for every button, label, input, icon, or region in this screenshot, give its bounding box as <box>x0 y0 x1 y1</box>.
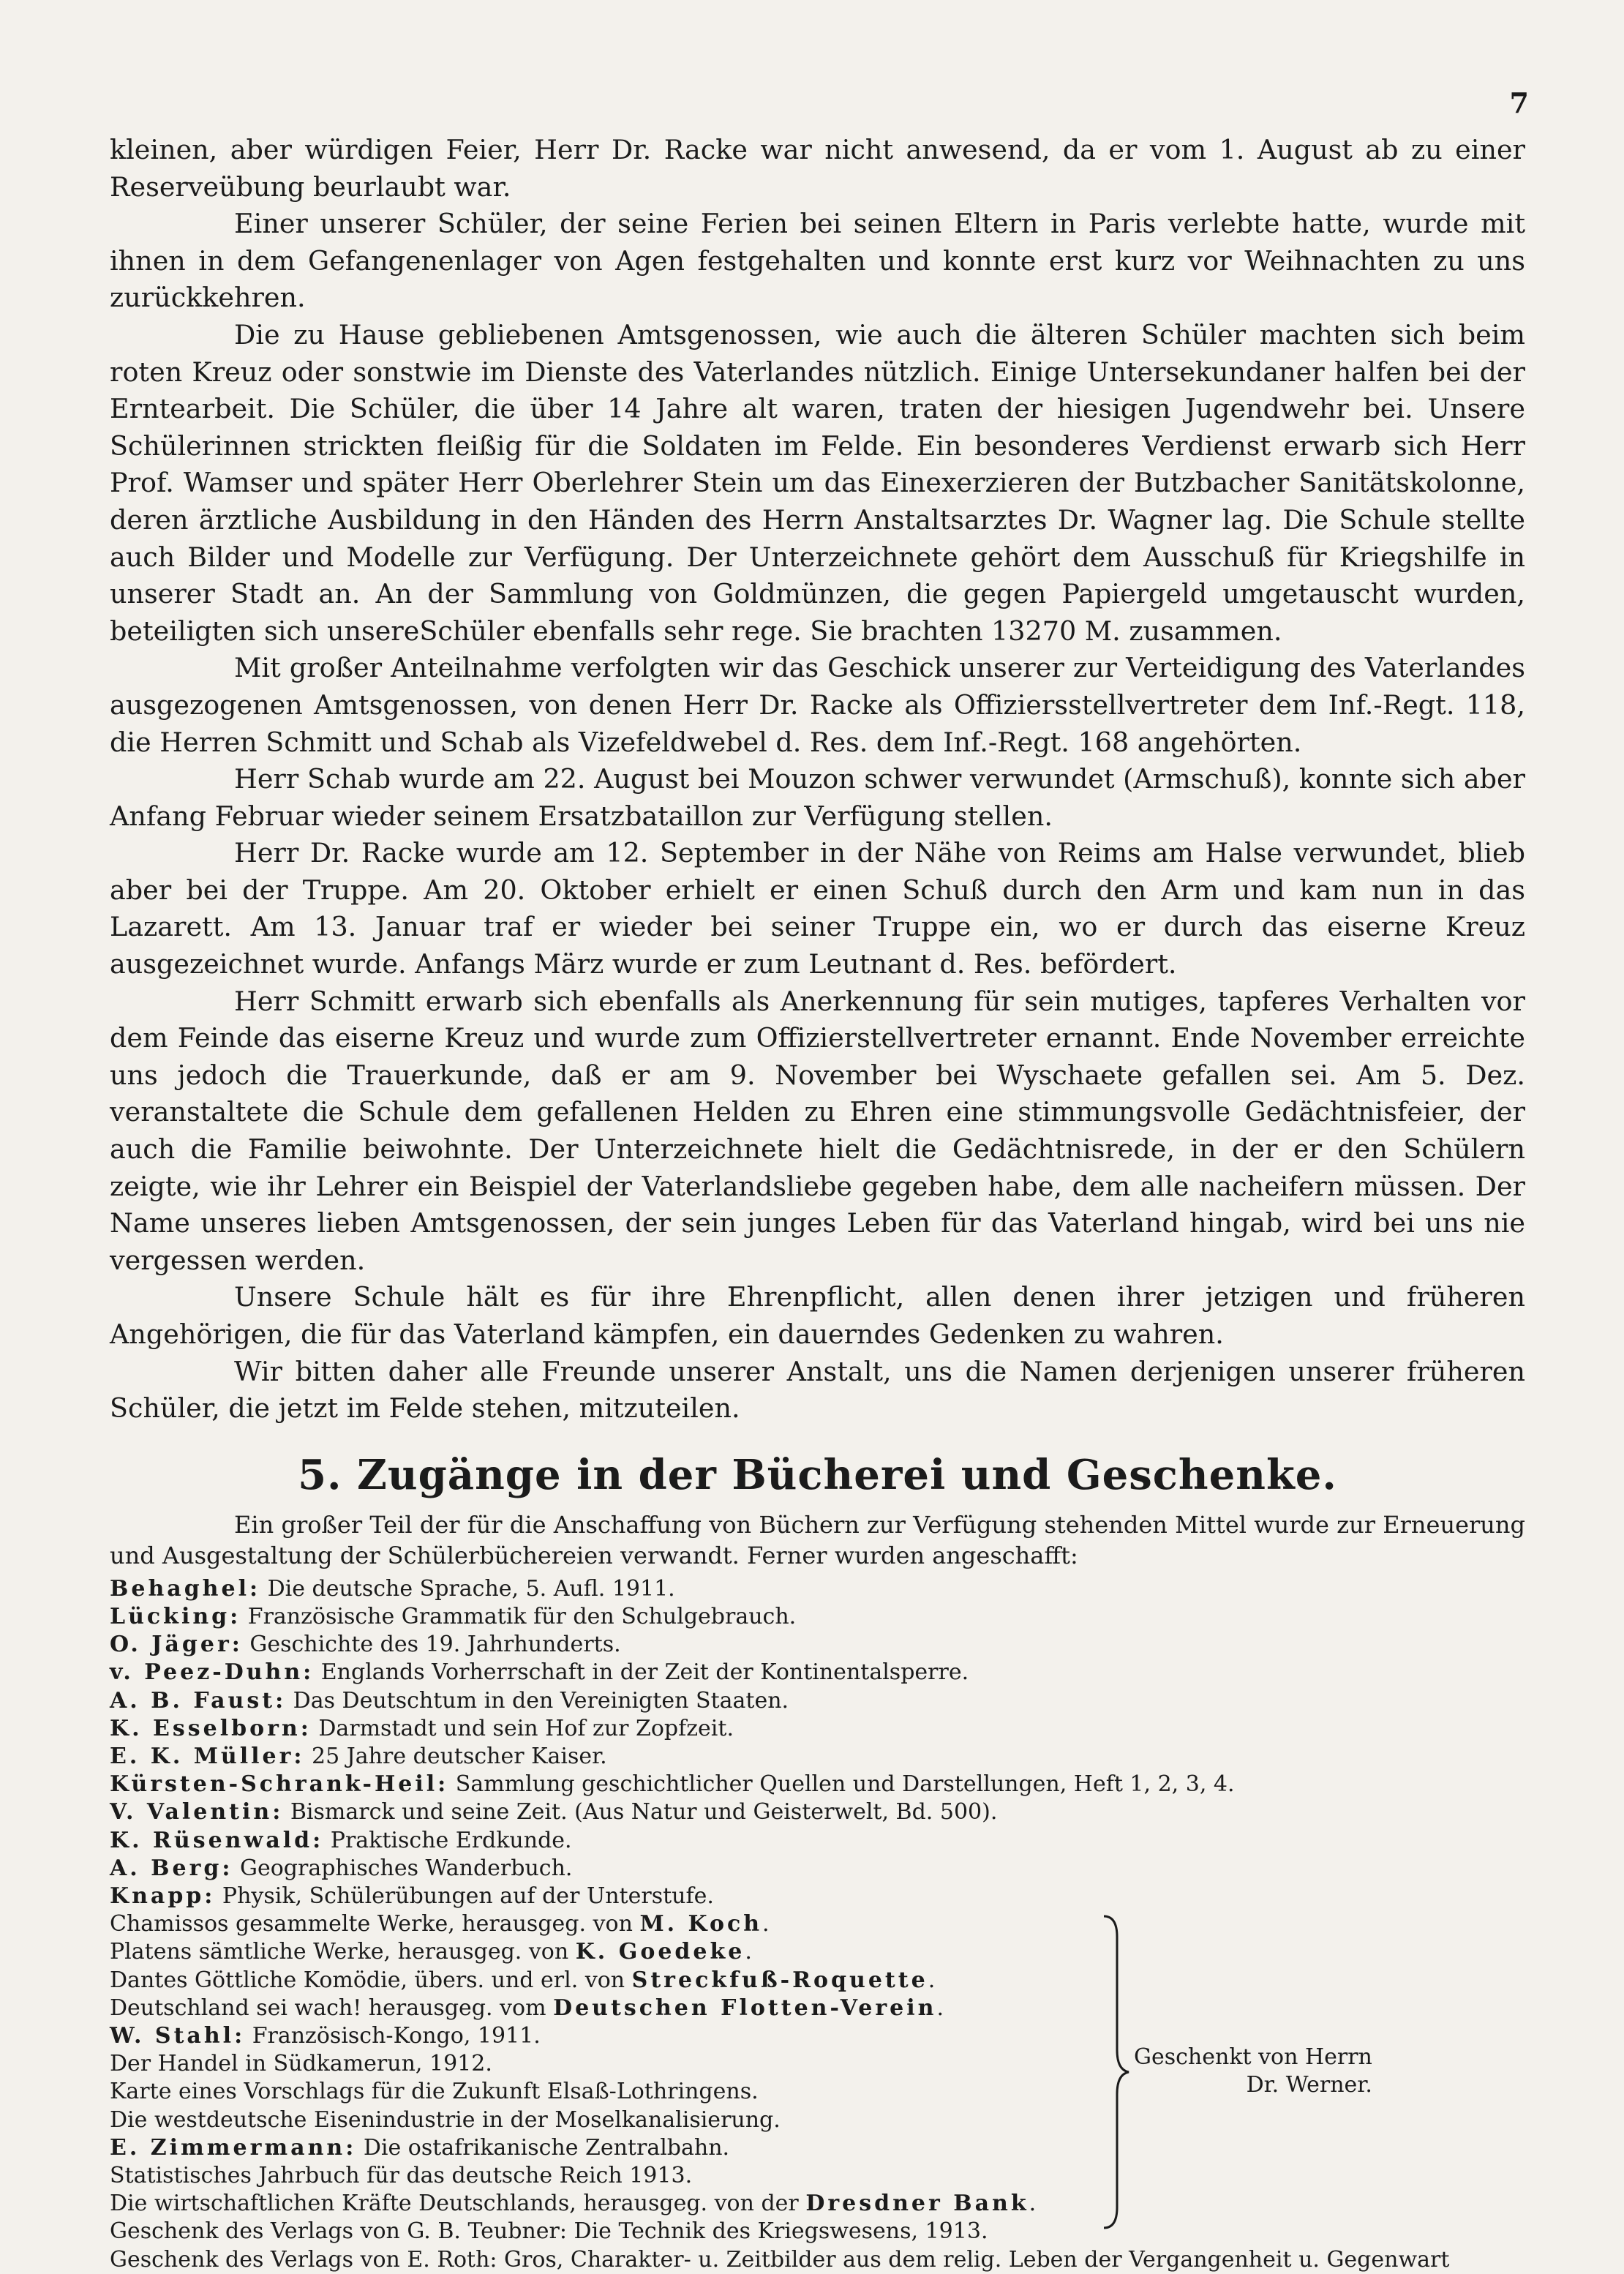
gift-book-text: Statistisches Jahrbuch für das deutsche Reich 1913. <box>110 2163 693 2189</box>
book-entry <box>110 1827 1525 1855</box>
gift-book-name: Dresdner Bank <box>805 2191 1029 2217</box>
book-title: Praktische Erdkunde. <box>323 1827 572 1853</box>
book-title: 25 Jahre deutscher Kaiser. <box>304 1744 607 1769</box>
gift-book-name: Streckfuß-Roquette <box>631 1967 928 1993</box>
book-entry <box>110 1883 1525 1910</box>
paragraph: Herr Schmitt erwarb sich ebenfalls als Anerkennung für sein mutiges, tapferes Verhalten vor dem Feinde das eiserne Kreuz und wurde zum Offizierstellvertreter ernannt. Ende November erreichte uns jedoch die Trauerkunde, daß er am 9. November bei Wyschaete gefallen sei. Am 5. Dez. veranstaltete die Schule dem gefallenen Helden zu Ehren eine stimmungsvolle Gedächtnisfeier, der auch die Familie beiwohnte. Der Unterzeichnete hielt die Gedächtnisrede, in der er den Schülern zeigte, wie ihr Lehrer ein Beispiel der Vaterlandsliebe gegeben habe, dem alle nacheifern müssen. Der Name unseres lieben Amtsgenossen, der sein junges Leben für das Vaterland hingab, wird bei uns nie vergessen werden. <box>110 985 1525 1276</box>
book-author: Lücking: <box>110 1603 241 1629</box>
book-author: A. Berg: <box>110 1855 233 1881</box>
gift-book-text: Der Handel in Südkamerun, 1912. <box>110 2051 492 2077</box>
paragraph: Herr Dr. Racke wurde am 12. September in der Nähe von Reims am Halse verwundet, blieb aber bei der Truppe. Am 20. Oktober erhielt er einen Schuß durch den Arm und kam nun in das Lazarett. Am 13. Januar traf er wieder bei seiner Truppe ein, wo er durch das eiserne Kreuz ausgezeichnet wurde. Anfangs März wurde er zum Leutnant d. Res. befördert. <box>110 837 1525 980</box>
paragraph: Unsere Schule hält es für ihre Ehrenpflicht, allen denen ihrer jetzigen und früheren Angehörigen, die für das Vaterland kämpfen, ein dauerndes Gedenken zu wahren. <box>110 1281 1525 1350</box>
paragraph: Herr Schab wurde am 22. August bei Mouzon schwer verwundet (Armschuß), konnte sich aber Anfang Februar wieder seinem Ersatzbataillon zur Verfügung stellen. <box>110 763 1525 832</box>
purchased-books <box>110 1575 1525 1910</box>
book-title: Geschichte des 19. Jahrhunderts. <box>242 1632 621 1658</box>
book-title: Bismarck und seine Zeit. (Aus Natur und Geisterwelt, Bd. 500). <box>283 1799 998 1825</box>
gift-book-suffix: . <box>936 1995 944 2021</box>
book-entry <box>110 1855 1525 1883</box>
gift-book-suffix: . <box>745 1939 752 1965</box>
closing-line: Geschenk des Verlags von G. B. Teubner: Die Technik des Kriegswesens, 1913. <box>110 2218 988 2245</box>
book-entry <box>110 1575 1525 1603</box>
book-author: K. Esselborn: <box>110 1715 312 1741</box>
gift-label <box>1134 2044 1372 2099</box>
closing-line: Geschenk des Verlags von E. Roth: Gros, Charakter- u. Zeitbilder aus dem relig. Leben der Vergangenheit u. Gegenwart <box>110 2246 1450 2273</box>
body-text <box>110 132 1525 2274</box>
section-intro-text: Ein großer Teil der für die Anschaffung von Büchern zur Verfügung stehenden Mittel wurde zur Erneuerung und Ausgestaltung der Schülerbüchereien verwandt. Ferner wurden angeschafft: <box>110 1510 1525 1569</box>
gift-book-suffix: . <box>762 1911 770 1937</box>
gift-group <box>110 1910 1525 2218</box>
book-author: E. K. Müller: <box>110 1744 305 1769</box>
section-heading: 5. Zugänge in der Bücherei und Geschenke. <box>298 1450 1337 1499</box>
book-author: Knapp: <box>110 1883 216 1910</box>
gift-book-text: Deutschland sei wach! herausgeg. vom <box>110 1995 554 2021</box>
brace-icon <box>1101 1915 1130 2229</box>
gift-book-entry <box>110 1995 1525 2022</box>
closing-lines <box>110 2218 1525 2273</box>
book-author: Behaghel: <box>110 1575 261 1602</box>
book-title: Das Deutschtum in den Vereinigten Staaten. <box>286 1687 789 1714</box>
book-author: v. Peez-Duhn: <box>110 1659 315 1686</box>
gift-book-name: E. Zimmermann: <box>110 2134 357 2161</box>
book-entry <box>110 1771 1525 1798</box>
book-author: O. Jäger: <box>110 1632 243 1658</box>
book-author: Kürsten-Schrank-Heil: <box>110 1771 449 1798</box>
gift-book-entry <box>110 1910 1525 1938</box>
paragraph: Die zu Hause gebliebenen Amtsgenossen, wie auch die älteren Schüler machten sich beim roten Kreuz oder sonstwie im Dienste des Vaterlandes nützlich. Einige Untersekundaner halfen bei der Erntearbeit. Die Schüler, die über 14 Jahre alt waren, traten der hiesigen Jugendwehr bei. Unsere Schülerinnen strickten fleißig für die Soldaten im Felde. Ein besonderes Verdienst erwarb sich Herr Prof. Wamser und später Herr Oberlehrer Stein um das Einexerzieren der Butzbacher Sanitätskolonne, deren ärztliche Ausbildung in den Händen des Herrn Anstaltsarztes Dr. Wagner lag. Die Schule stellte auch Bilder und Modelle zur Verfügung. Der Unterzeichnete gehört dem Ausschuß für Kriegshilfe in unserer Stadt an. An der Sammlung von Goldmünzen, die gegen Papiergeld umgetauscht wurden, beteiligten sich unsereSchüler ebenfalls sehr rege. Sie brachten 13270 M. zusammen. <box>110 318 1525 647</box>
gift-book-name: M. Koch <box>639 1911 763 1937</box>
gift-label-line-2: Dr. Werner. <box>1246 2072 1372 2098</box>
book-title: Englands Vorherrschaft in der Zeit der Kontinentalsperre. <box>314 1659 969 1686</box>
book-title: Physik, Schülerübungen auf der Unterstufe. <box>215 1883 714 1910</box>
book-entry <box>110 1687 1525 1715</box>
book-title: Die deutsche Sprache, 5. Aufl. 1911. <box>260 1575 675 1602</box>
gift-book-suffix: . <box>1029 2191 1037 2217</box>
paragraph: kleinen, aber würdigen Feier, Herr Dr. Racke war nicht anwesend, da er vom 1. August ab zu einer Reserveübung beurlaubt war. <box>110 134 1525 203</box>
book-title: Geographisches Wanderbuch. <box>233 1855 573 1881</box>
book-list <box>110 1575 1525 2274</box>
gift-book-suffix: Die ostafrikanische Zentralbahn. <box>356 2134 730 2161</box>
gift-book-suffix: . <box>928 1967 936 1993</box>
book-entry <box>110 1798 1525 1826</box>
gift-book-text: Dantes Göttliche Komödie, übers. und erl. von <box>110 1967 632 1993</box>
gift-book-entry <box>110 2190 1525 2218</box>
gift-book-name: W. Stahl: <box>110 2023 246 2049</box>
gift-book-text: Die westdeutsche Eisenindustrie in der Moselkanalisierung. <box>110 2106 781 2133</box>
gift-book-suffix: Französisch-Kongo, 1911. <box>245 2023 541 2049</box>
book-author: V. Valentin: <box>110 1799 284 1825</box>
gift-book-name: Deutschen Flotten-Verein <box>553 1995 937 2021</box>
gift-book-entry <box>110 1938 1525 1966</box>
gift-book-text: Platens sämtliche Werke, herausgeg. von <box>110 1939 576 1965</box>
gift-book-entry <box>110 1967 1525 1995</box>
gift-book-text: Die wirtschaftlichen Kräfte Deutschlands, herausgeg. von der <box>110 2191 806 2217</box>
gift-book-text: Chamissos gesammelte Werke, herausgeg. von <box>110 1911 640 1937</box>
gift-book-name: K. Goedeke <box>575 1939 745 1965</box>
book-title: Französische Grammatik für den Schulgebrauch. <box>241 1603 797 1629</box>
gift-book-entry <box>110 2106 1525 2134</box>
gift-book-text: Karte eines Vorschlags für die Zukunft Elsaß-Lothringens. <box>110 2079 759 2105</box>
book-author: K. Rüsenwald: <box>110 1827 324 1853</box>
gift-book-entry <box>110 2162 1525 2190</box>
book-entry <box>110 1603 1525 1631</box>
report-paragraphs <box>110 132 1525 1427</box>
book-title: Darmstadt und sein Hof zur Zopfzeit. <box>311 1715 734 1741</box>
paragraph: Wir bitten daher alle Freunde unserer Anstalt, uns die Namen derjenigen unserer früheren Schüler, die jetzt im Felde stehen, mitzuteilen. <box>110 1355 1525 1425</box>
book-title: Sammlung geschichtlicher Quellen und Darstellungen, Heft 1, 2, 3, 4. <box>448 1771 1235 1798</box>
gift-book-entry <box>110 2134 1525 2162</box>
paragraph: Einer unserer Schüler, der seine Ferien bei seinen Eltern in Paris verlebte hatte, wurde mit ihnen in dem Gefangenenlager von Agen festgehalten und konnte erst kurz vor Weihnachten zu uns zurückkehren. <box>110 208 1525 314</box>
book-entry <box>110 1659 1525 1686</box>
page-number: 7 <box>1509 86 1529 119</box>
paragraph: Mit großer Anteilnahme verfolgten wir das Geschick unserer zur Verteidigung des Vaterlandes ausgezogenen Amtsgenossen, von denen Herr Dr. Racke als Offiziersstellvertreter dem Inf.-Regt. 118, die Herren Schmitt und Schab als Vizefeldwebel d. Res. dem Inf.-Regt. 168 angehörten. <box>110 652 1525 758</box>
book-author: A. B. Faust: <box>110 1687 287 1714</box>
book-entry <box>110 1715 1525 1743</box>
section-intro <box>110 1509 1525 1571</box>
book-entry <box>110 1743 1525 1771</box>
gift-label-line-1: Geschenkt von Herrn <box>1134 2044 1372 2071</box>
book-entry <box>110 1631 1525 1659</box>
